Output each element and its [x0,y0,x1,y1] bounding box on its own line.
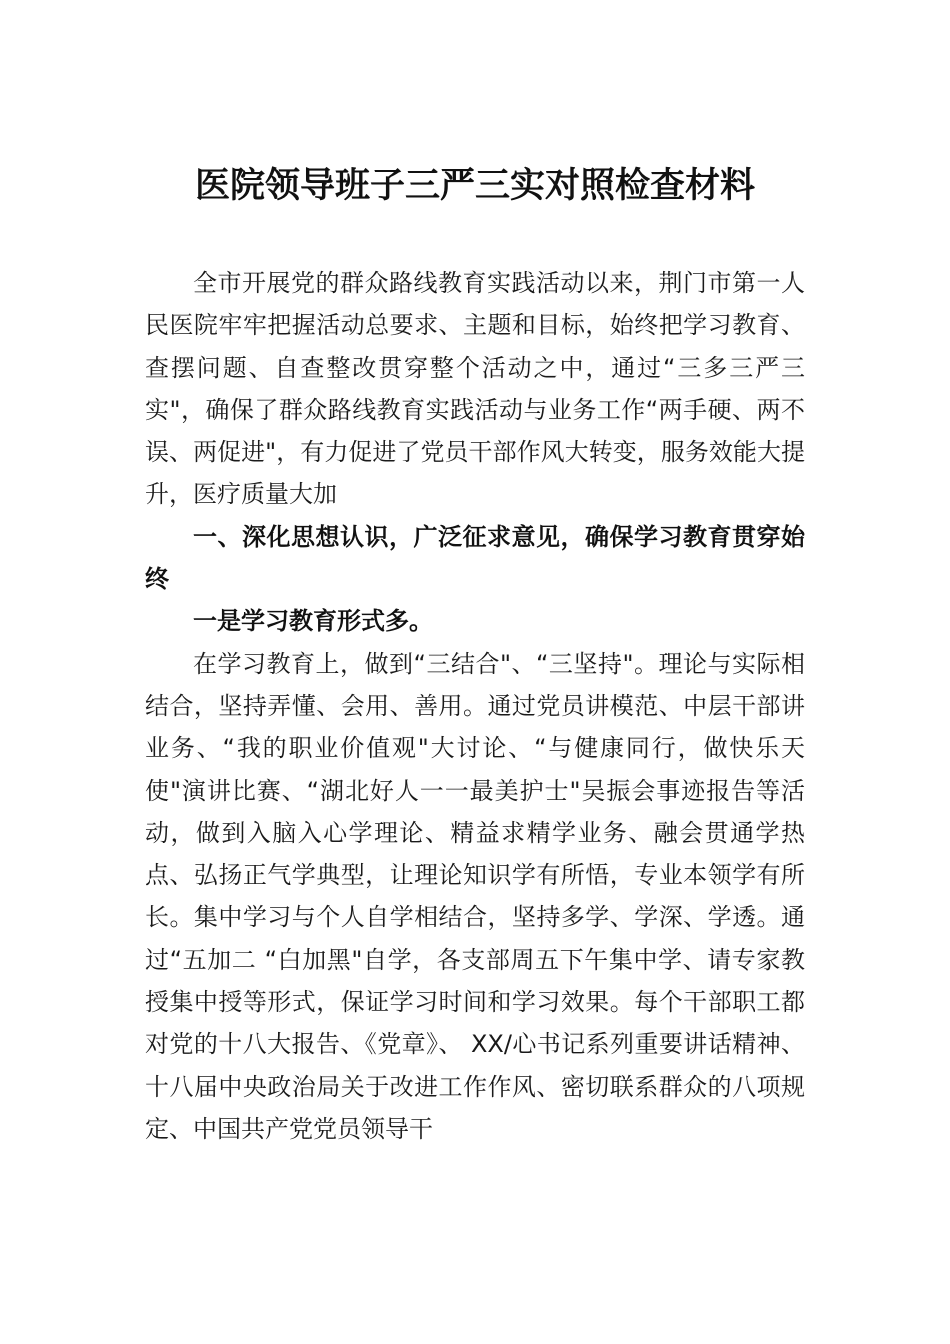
section-heading: 一、深化思想认识，广泛征求意见，确保学习教育贯穿始终 [145,522,805,594]
subsection-heading: 一是学习教育形式多。 [193,607,433,636]
intro-paragraph: 全市开展党的群众路线教育实践活动以来，荆门市第一人民医院牢牢把握活动总要求、主题和目标，始终把学习教育、查摆问题、自查整改贯穿整个活动之中，通过“三多三严三实"，确保了群众路线教育实践活动与业务工作“两手硬、两不误、两促进"，有力促进了党员干部作风大转变，服务效能大提升，医疗质量大加 [145,269,805,509]
document-body [145,262,805,1150]
document-title: 医院领导班子三严三实对照检查材料 [194,165,755,206]
subsection-paragraph: 在学习教育上，做到“三结合"、“三坚持"。理论与实际相结合，坚持弄懂、会用、善用。通过党员讲模范、中层干部讲业务、“我的职业价值观"大讨论、“与健康同行，做快乐天使"演讲比赛、“湖北好人一一最美护士"吴振会事迹报告等活动，做到入脑入心学理论、精益求精学业务、融会贯通学热点、弘扬正气学典型，让理论知识学有所悟，专业本领学有所长。集中学习与个人自学相结合，坚持多学、学深、学透。通过“五加二 “白加黑"自学，各支部周五下午集中学、请专家教授集中授等形式，保证学习时间和学习效果。每个干部职工都对党的十八大报告、《党章》、 XX/心书记系列重要讲话精神、十八届中央政治局关于改进工作作风、密切联系群众的八项规定、中国共产党党员领导干 [145,649,805,1143]
